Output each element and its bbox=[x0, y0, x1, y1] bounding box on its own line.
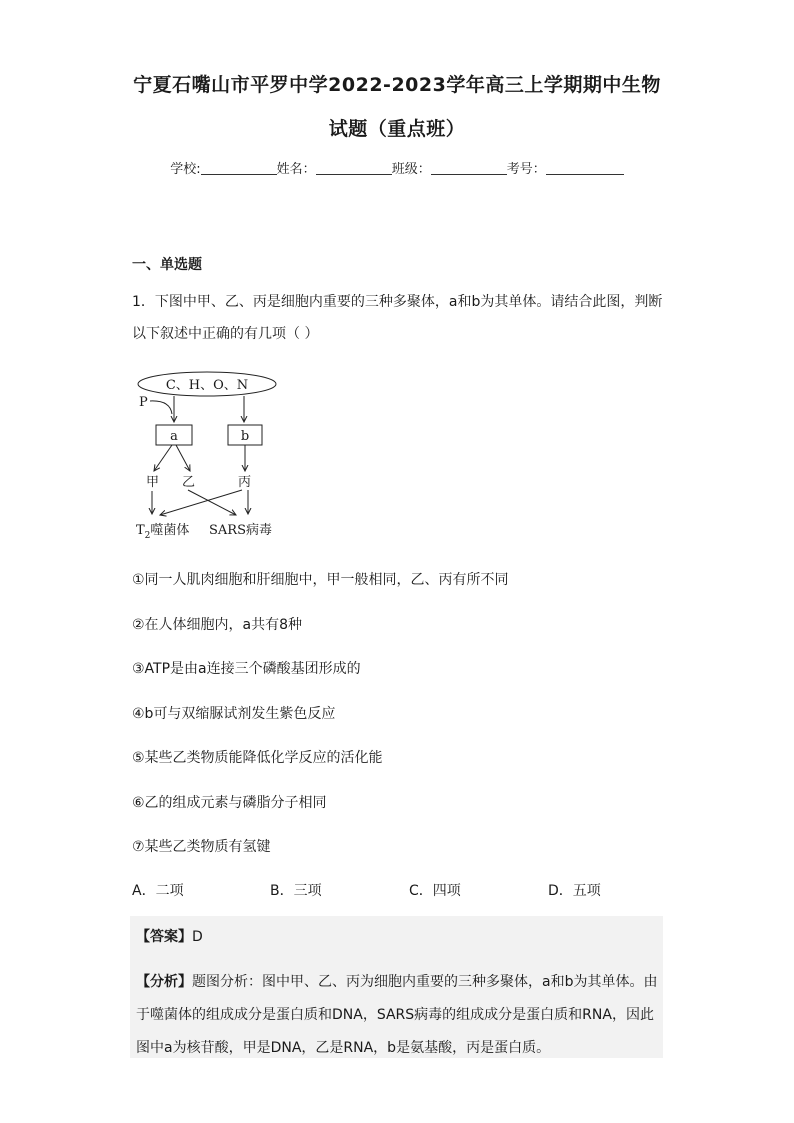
exam-no-label: 考号： bbox=[506, 162, 546, 177]
p-label: P bbox=[139, 395, 148, 410]
analysis-label: 【分析】 bbox=[136, 974, 192, 990]
elements-label: C、H、O、N bbox=[165, 378, 249, 393]
answer-row bbox=[136, 926, 203, 946]
statement-5: ⑤某些乙类物质能降低化学反应的活化能 bbox=[132, 750, 383, 766]
page-title-line1: 宁夏石嘴山市平罗中学2022-2023学年高三上学期期中生物 bbox=[133, 74, 661, 96]
poly-jia-label: 甲 bbox=[146, 475, 160, 490]
question-stem-line2: 以下叙述中正确的有几项（ ） bbox=[132, 326, 319, 342]
section-title: 一、单选题 bbox=[132, 257, 202, 273]
sars-label: SARS病毒 bbox=[209, 523, 272, 538]
statement-6: ⑥乙的组成元素与磷脂分子相同 bbox=[132, 795, 327, 811]
answer-value: D bbox=[192, 929, 203, 945]
statement-4: ④b可与双缩脲试剂发生紫色反应 bbox=[132, 706, 336, 722]
student-info-row bbox=[0, 158, 794, 177]
option-c[interactable]: C．四项 bbox=[409, 883, 461, 899]
exam-no-blank[interactable] bbox=[546, 160, 624, 175]
page-title-line2: 试题（重点班） bbox=[328, 118, 466, 140]
statement-7: ⑦某些乙类物质有氢键 bbox=[132, 839, 271, 855]
answer-label: 【答案】 bbox=[136, 929, 192, 945]
statement-2: ②在人体细胞内，a共有8种 bbox=[132, 617, 303, 633]
option-a[interactable]: A．二项 bbox=[132, 883, 184, 899]
poly-yi-label: 乙 bbox=[182, 475, 196, 490]
school-blank[interactable] bbox=[201, 160, 277, 175]
option-d[interactable]: D．五项 bbox=[548, 883, 601, 899]
poly-bing-label: 丙 bbox=[238, 475, 252, 490]
statement-1: ①同一人肌肉细胞和肝细胞中，甲一般相同，乙、丙有所不同 bbox=[132, 572, 509, 588]
class-blank[interactable] bbox=[431, 160, 507, 175]
arrow-a-to-jia bbox=[154, 445, 172, 471]
name-label: 姓名： bbox=[276, 162, 316, 177]
analysis-block bbox=[136, 966, 664, 1065]
arrow-a-to-yi bbox=[176, 445, 190, 471]
t2-phage-label: $T_2$噬菌体 bbox=[136, 523, 190, 541]
arrow-p-to-a bbox=[150, 401, 172, 414]
option-b[interactable]: B．三项 bbox=[270, 883, 322, 899]
monomer-a-label: a bbox=[170, 429, 178, 444]
name-blank[interactable] bbox=[316, 160, 392, 175]
school-label: 学校: bbox=[170, 162, 201, 177]
polymer-diagram bbox=[130, 368, 290, 543]
class-label: 班级： bbox=[391, 162, 431, 177]
analysis-text: 题图分析：图中甲、乙、丙为细胞内重要的三种多聚体，a和b为其单体。由于噬菌体的组成成分是蛋白质和DNA，SARS病毒的组成成分是蛋白质和RNA，因此图中a为核苷酸，甲是DNA，乙是RNA，b是氨基酸，丙是蛋白质。 bbox=[136, 974, 658, 1056]
question-stem-line1: 1．下图中甲、乙、丙是细胞内重要的三种多聚体，a和b为其单体。请结合此图，判断 bbox=[132, 294, 663, 310]
statement-3: ③ATP是由a连接三个磷酸基团形成的 bbox=[132, 661, 361, 677]
monomer-b-label: b bbox=[240, 429, 250, 444]
